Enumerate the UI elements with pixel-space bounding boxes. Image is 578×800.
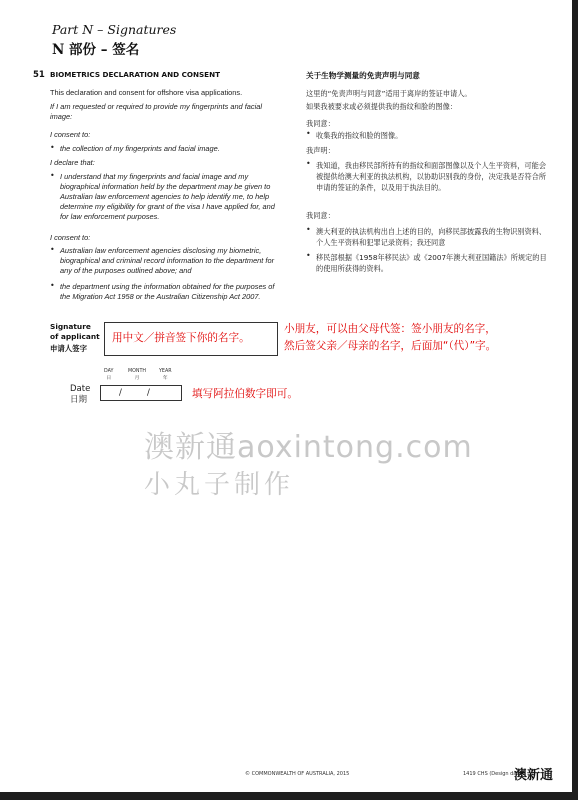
date-label-zh: 日期 xyxy=(70,395,88,405)
bullet: • xyxy=(50,143,55,152)
year-heading xyxy=(159,368,172,382)
date-annotation: 填写阿拉伯数字即可。 xyxy=(192,388,298,400)
bullet: • xyxy=(306,251,311,260)
day-heading-zh: 日 xyxy=(106,376,112,381)
month-heading xyxy=(128,368,146,382)
declare-heading-en: I declare that: xyxy=(50,158,95,167)
date-separator: / xyxy=(119,388,122,398)
consent-item-zh: 澳大利亚的执法机构出自上述的目的，向移民部披露我的生物识别资料、个人生平资料和犯罪记录资料；我还同意 xyxy=(316,227,547,247)
consent-item-zh: 收集我的指纹和脸的图像。 xyxy=(316,131,403,140)
question-title-zh: 关于生物学测量的免责声明与同意 xyxy=(306,71,420,80)
bullet: • xyxy=(50,281,55,290)
page-shadow-right xyxy=(572,0,578,800)
year-heading-zh: 年 xyxy=(162,376,168,381)
part-title-en: Part N – Signatures xyxy=(52,22,177,37)
day-heading xyxy=(104,368,113,382)
signature-annotation: 用中文／拼音签下你的名字。 xyxy=(112,332,250,344)
watermark-line1: 澳新通aoxintong.com xyxy=(144,430,473,465)
proxy-signing-note-line2: 然后签父亲／母亲的名字，后面加“（代）”字。 xyxy=(284,340,497,352)
intro-zh: 这里的“免责声明与同意”适用于离岸的签证申请人。 xyxy=(306,89,472,98)
question-number: 51 xyxy=(33,70,45,80)
consent-item-en: the department using the information obtained for the purposes of the Migration Act 1958 or the Australian Citizenship Act 2007. xyxy=(60,282,275,301)
footer-copyright: © COMMONWEALTH OF AUSTRALIA, 2015 xyxy=(245,771,350,777)
bullet: • xyxy=(50,245,55,254)
if-requested-en: If I am requested or required to provide my fingerprints and facial image: xyxy=(50,102,262,121)
bullet: • xyxy=(306,159,311,168)
footer-logo: 澳新通 xyxy=(514,768,554,783)
signature-label-zh: 申请人签字 xyxy=(50,344,87,353)
declare-item-en: I understand that my fingerprints and facial image and my biographical information held by the department may be given to Australian law enforcement agencies to help identify me, to help determine my eligibility for grant of the visa I have applied for, and for law enforcement purposes. xyxy=(60,172,275,221)
consent-item-en: the collection of my fingerprints and facial image. xyxy=(60,144,220,153)
question-title-en: BIOMETRICS DECLARATION AND CONSENT xyxy=(50,70,221,79)
watermark-line2: 小丸子制作 xyxy=(144,470,295,500)
bullet: • xyxy=(306,225,311,234)
date-separator: / xyxy=(147,388,150,398)
month-heading-en: MONTH xyxy=(128,369,147,374)
if-requested-zh: 如果我被要求或必须提供我的指纹和脸的图像： xyxy=(306,102,457,111)
declare-heading-zh: 我声明： xyxy=(306,146,335,155)
date-label-en: Date xyxy=(70,384,91,394)
consent-heading-1-en: I consent to: xyxy=(50,130,91,139)
consent-item-en: Australian law enforcement agencies disclosing my biometric, biographical and criminal record information to the department for any of the purposes outlined above; and xyxy=(60,246,275,275)
day-heading-en: DAY xyxy=(104,369,114,374)
footer-form-ref: 1419 CHS (Design date xyxy=(463,771,522,777)
part-title-zh: N 部份 – 签名 xyxy=(52,42,140,58)
signature-label xyxy=(50,322,100,354)
consent-heading-1-zh: 我同意： xyxy=(306,119,335,128)
page-shadow-bottom xyxy=(0,792,578,800)
date-label xyxy=(70,384,90,406)
year-heading-en: YEAR xyxy=(159,369,172,374)
signature-label-en: Signature of applicant xyxy=(50,322,100,341)
month-heading-zh: 月 xyxy=(134,376,140,381)
proxy-signing-note-line1: 小朋友，可以由父母代签：签小朋友的名字， xyxy=(284,323,496,335)
date-field[interactable] xyxy=(100,385,182,401)
bullet: • xyxy=(50,171,55,180)
bullet: • xyxy=(306,129,311,138)
declare-item-zh: 我知道，我由移民部所持有的指纹和面部图像以及个人生平资料，可能会被提供给澳大利亚的执法机构，以协助识别我的身份，决定我是否符合所申请的签证的条件，以及用于执法目的。 xyxy=(316,161,547,192)
consent-item-zh: 移民部根据《1958年移民法》或《2007年澳大利亚国籍法》所规定的目的使用所获得的资料。 xyxy=(316,253,547,273)
consent-heading-2-en: I consent to: xyxy=(50,233,91,242)
consent-heading-2-zh: 我同意： xyxy=(306,211,335,220)
intro-en: This declaration and consent for offshore visa applications. xyxy=(50,88,243,97)
